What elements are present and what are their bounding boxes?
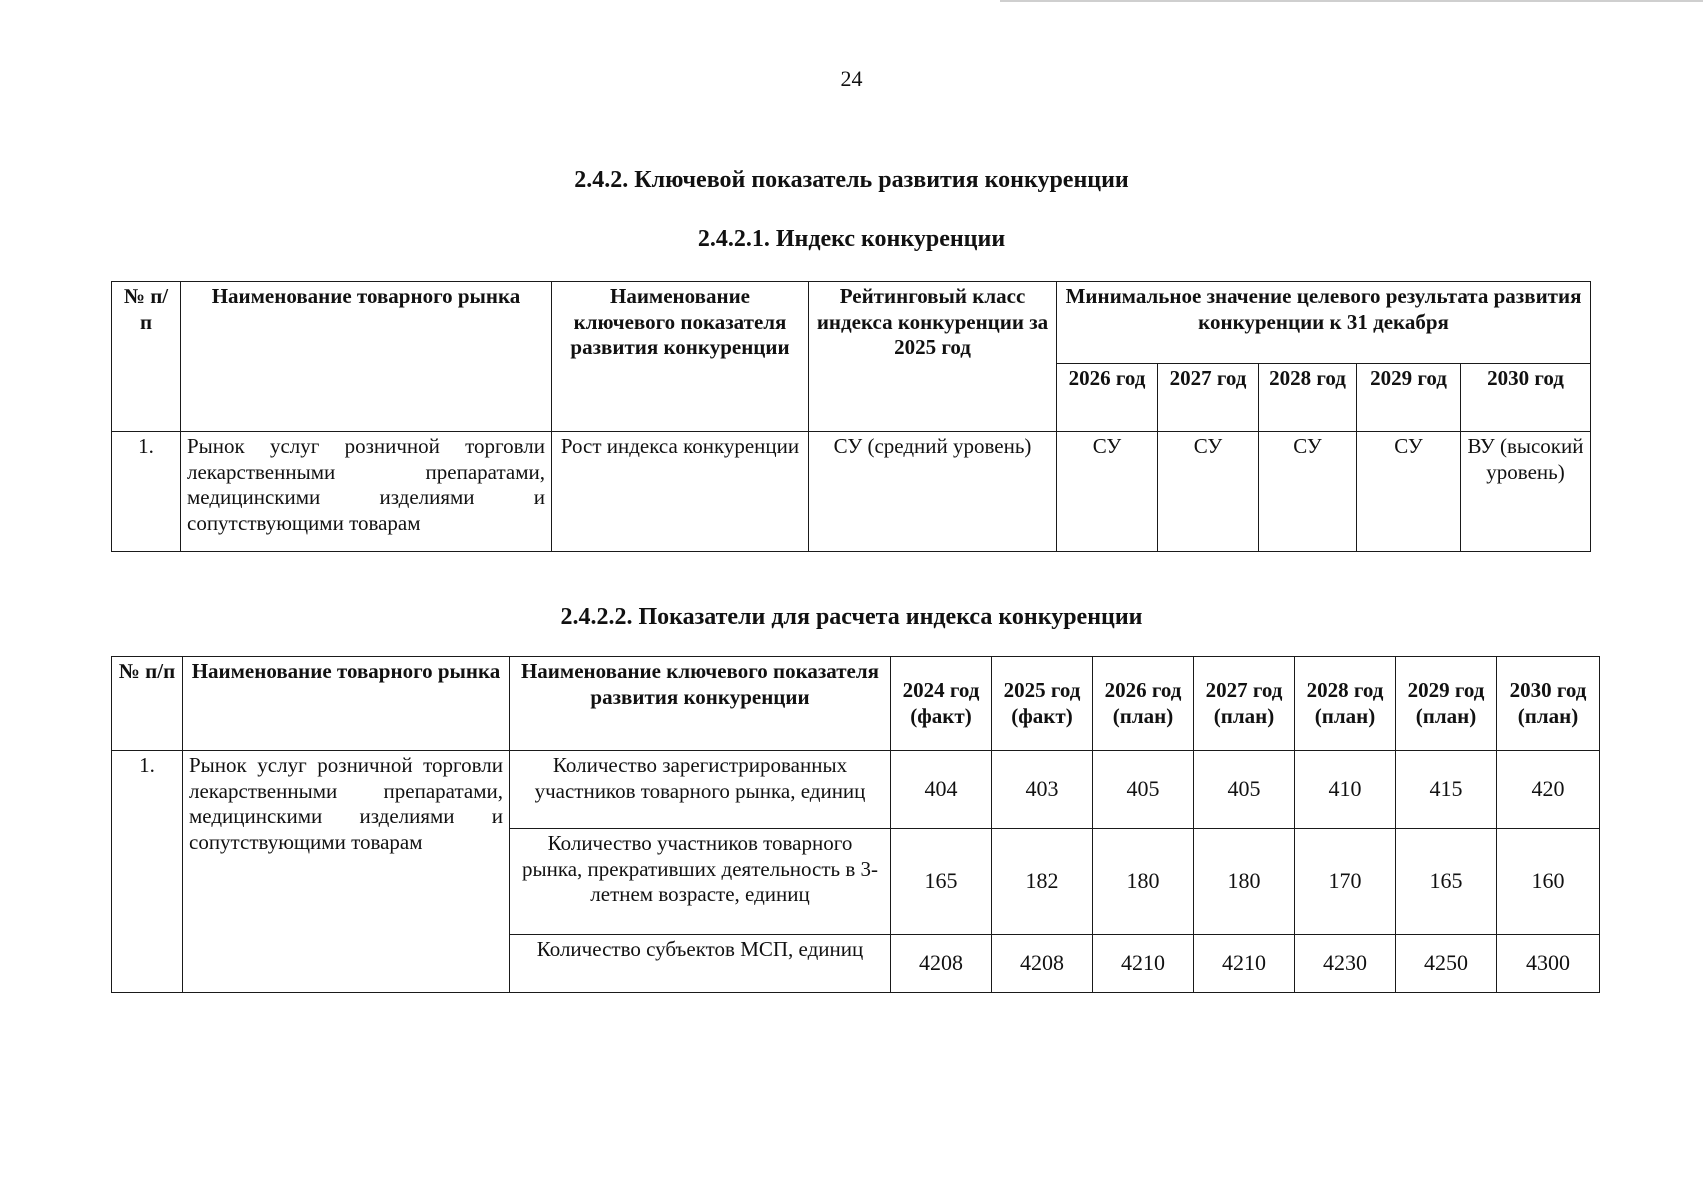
t1-header-market: Наименование товарного рынка: [181, 282, 552, 432]
indicator-value: 4210: [1194, 935, 1295, 993]
target-value: СУ: [1357, 432, 1461, 552]
rating-class: СУ (средний уровень): [809, 432, 1057, 552]
target-value: ВУ (высокий уровень): [1461, 432, 1591, 552]
t2-header-year: 2025 год (факт): [992, 657, 1093, 751]
t2-header-year: 2028 год (план): [1295, 657, 1396, 751]
target-value: СУ: [1259, 432, 1357, 552]
t2-header-market: Наименование товарного рынка: [183, 657, 510, 751]
index-calculation-table: [111, 656, 1600, 993]
t2-header-year: 2024 год (факт): [891, 657, 992, 751]
t1-header-indicator: Наименование ключевого показателя развития конкуренции: [552, 282, 809, 432]
t1-header-rating: Рейтинговый класс индекса конкуренции за 2025 год: [809, 282, 1057, 432]
t1-header-num: № п/п: [112, 282, 181, 432]
t1-header-year: 2029 год: [1357, 364, 1461, 432]
t1-header-year: 2026 год: [1057, 364, 1158, 432]
indicator-name: Количество субъектов МСП, единиц: [510, 935, 891, 993]
indicator-value: 180: [1093, 829, 1194, 935]
indicator-value: 4208: [992, 935, 1093, 993]
indicator-value: 4208: [891, 935, 992, 993]
indicator-value: 180: [1194, 829, 1295, 935]
indicator-value: 405: [1093, 751, 1194, 829]
t2-header-year: 2026 год (план): [1093, 657, 1194, 751]
indicator-value: 404: [891, 751, 992, 829]
t2-header-year: 2030 год (план): [1497, 657, 1600, 751]
scan-edge-line: [1000, 0, 1703, 2]
target-value: СУ: [1158, 432, 1259, 552]
table-row: [112, 432, 1591, 552]
target-value: СУ: [1057, 432, 1158, 552]
market-name: Рынок услуг розничной торговли лекарственными препаратами, медицинскими изделиями и сопутствующими товарам: [183, 751, 510, 993]
table1-title: 2.4.2.1. Индекс конкуренции: [697, 226, 1006, 252]
t2-header-num: № п/п: [112, 657, 183, 751]
indicator-value: 405: [1194, 751, 1295, 829]
table2-title: 2.4.2.2. Показатели для расчета индекса конкуренции: [560, 604, 1143, 630]
indicator-name: Количество зарегистрированных участников товарного рынка, единиц: [510, 751, 891, 829]
t2-header-year: 2029 год (план): [1396, 657, 1497, 751]
indicator-value: 420: [1497, 751, 1600, 829]
t1-header-target: Минимальное значение целевого результата развития конкуренции к 31 декабря: [1057, 282, 1591, 364]
indicator-value: 415: [1396, 751, 1497, 829]
t2-header-indicator: Наименование ключевого показателя развития конкуренции: [510, 657, 891, 751]
indicator-value: 170: [1295, 829, 1396, 935]
t1-header-year: 2030 год: [1461, 364, 1591, 432]
t1-header-year: 2027 год: [1158, 364, 1259, 432]
indicator-value: 160: [1497, 829, 1600, 935]
indicator-value: 4230: [1295, 935, 1396, 993]
indicator-value: 410: [1295, 751, 1396, 829]
market-name: Рынок услуг розничной торговли лекарственными препаратами, медицинскими изделиями и сопутствующими товарам: [181, 432, 552, 552]
section-title: 2.4.2. Ключевой показатель развития конкуренции: [574, 167, 1129, 193]
page-number: 24: [840, 66, 863, 91]
row-number: 1.: [112, 751, 183, 993]
indicator-name: Количество участников товарного рынка, прекративших деятельность в 3-летнем возрасте, единиц: [510, 829, 891, 935]
indicator-value: 165: [891, 829, 992, 935]
t2-header-year: 2027 год (план): [1194, 657, 1295, 751]
indicator-value: 403: [992, 751, 1093, 829]
indicator-name: Рост индекса конкуренции: [552, 432, 809, 552]
indicator-value: 4250: [1396, 935, 1497, 993]
t1-header-year: 2028 год: [1259, 364, 1357, 432]
row-number: 1.: [112, 432, 181, 552]
indicator-value: 182: [992, 829, 1093, 935]
indicator-value: 165: [1396, 829, 1497, 935]
indicator-value: 4210: [1093, 935, 1194, 993]
indicator-value: 4300: [1497, 935, 1600, 993]
table-row: [112, 751, 1600, 829]
competition-index-table: [111, 281, 1591, 552]
